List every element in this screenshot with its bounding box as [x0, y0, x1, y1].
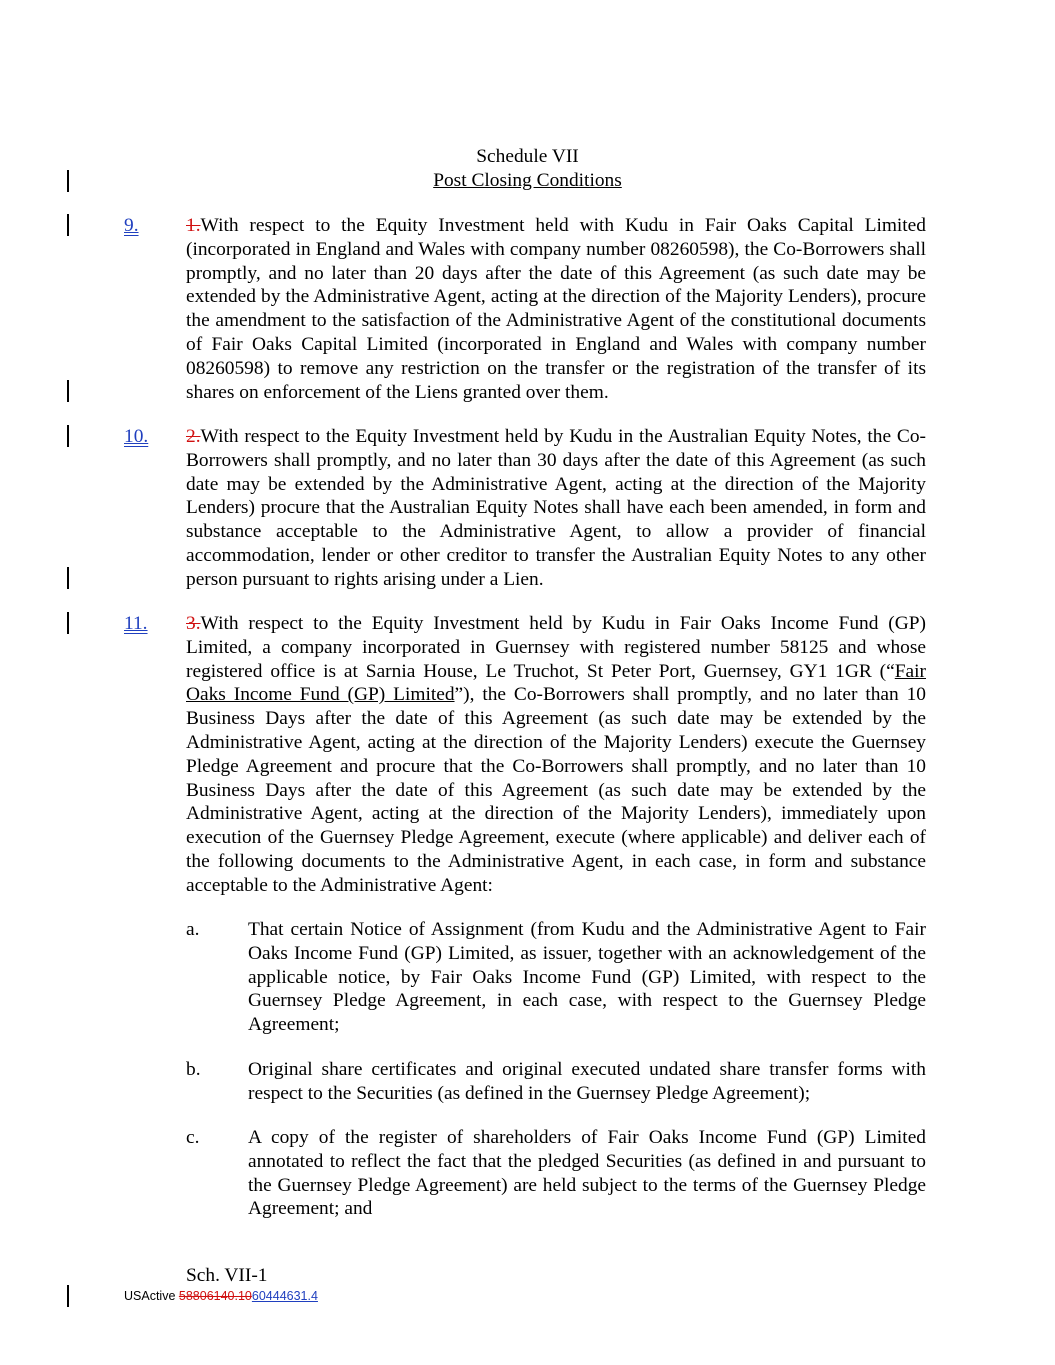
item-text: ”), the Co-Borrowers shall promptly, and no later than 10 Business Days after the date of this Agreement (as such date may be extended by the Administrative Agent, acting at the direction of the Majority Lenders) execute the Guernsey Pledge Agreement and procure that the Co-Borrowers shall promptly, and no later than 10 Business Days after the date of this Agreement (as such date may be extended by the Administrative Agent, acting at the direction of the Majority Lenders), immediately upon execution of the Guernsey Pledge Agreement, execute (where applicable) and deliver each of the following documents to the Administrative Agent, in each case, in form and substance acceptable to the Administrative Agent: — [186, 684, 926, 896]
defined-term: Fair Oaks Income Fund (GP) Limited — [186, 660, 926, 706]
schedule-subtitle: Post Closing Conditions — [433, 170, 622, 191]
page-number: Sch. VII-1 — [186, 1265, 268, 1286]
item-text: With respect to the Equity Investment held by Kudu in the Australian Equity Notes, the Co- Borrowers shall promptly, and no later than 30 days after the date of this Agreement (as such date may be extended by the Administrative Agent, acting at the direction of the Majority Lenders) procure that the Australian Equity Notes shall have each been amended, in form and substance acceptable to the Administrative Agent, to allow a provider of financial accommodation, lender or other creditor to transfer the Australian Equity Notes to any other person pursuant to rights arising under a Lien. — [186, 426, 926, 590]
item-number: 11. — [124, 613, 148, 634]
change-bar — [67, 612, 69, 634]
subitem-text: Original share certificates and original executed undated share transfer forms with respect to the Securities (as defined in the Guernsey Pledge Agreement); — [248, 1059, 926, 1104]
change-bar — [67, 214, 69, 236]
change-bar — [67, 425, 69, 447]
subitem-text: That certain Notice of Assignment (from Kudu and the Administrative Agent to Fair Oaks Income Fund (GP) Limited, as issuer, together with an acknowledgement of the applicable notice, by Fair Oaks Income Fund (GP) Limited, with respect to the Guernsey Pledge Agreement, in each case, with respect to the Guernsey Pledge Agreement; — [248, 919, 926, 1036]
subitem-text: A copy of the register of shareholders of Fair Oaks Income Fund (GP) Limited annotated to reflect the fact that the pledged Securities (as defined in and pursuant to the Guernsey Pledge Agreement) are held subject to the terms of the Guernsey Pledge Agreement; and — [248, 1127, 926, 1220]
item-paragraph — [186, 612, 926, 898]
item-text: With respect to the Equity Investment held with Kudu in Fair Oaks Capital Limited (incorporated in England and Wales with company number 08260598), the Co-Borrowers shall promptly, and no later than 20 days after the date of this Agreement (as such date may be extended by the Administrative Agent, acting at the direction of the Majority Lenders), procure the amendment to the satisfaction of the Administrative Agent of the constitutional documents of Fair Oaks Capital Limited (incorporated in England and Wales with company number 08260598) to remove any restriction on the transfer or the registration of the transfer of its shares on enforcement of the Liens granted over them. — [186, 215, 926, 403]
document-id — [124, 1288, 318, 1304]
deleted-number: 2. — [186, 426, 201, 447]
subitem-label: a. — [186, 919, 200, 940]
item-paragraph — [186, 214, 926, 404]
item-number: 9. — [124, 215, 139, 236]
subitem-label: c. — [186, 1127, 200, 1148]
deleted-number: 3. — [186, 613, 201, 634]
subitem-label: b. — [186, 1059, 201, 1080]
item-text: With respect to the Equity Investment held by Kudu in Fair Oaks Income Fund (GP) Limited, a company incorporated in Guernsey with registered number 58125 and whose registered office is at Sarnia House, Le Truchot, St Peter Port, Guernsey, GY1 1GR (“ — [186, 613, 926, 682]
document-id-old: 58806140.10 — [178, 1289, 252, 1303]
document-id-prefix: USActive — [124, 1289, 179, 1303]
change-bar — [67, 567, 69, 589]
item-number: 10. — [124, 426, 149, 447]
schedule-title: Schedule VII — [476, 146, 579, 167]
change-bar — [67, 1285, 69, 1307]
change-bar — [67, 380, 69, 402]
item-paragraph — [186, 425, 926, 592]
document-id-new: 60444631.4 — [251, 1289, 318, 1303]
deleted-number: 1. — [186, 215, 201, 236]
